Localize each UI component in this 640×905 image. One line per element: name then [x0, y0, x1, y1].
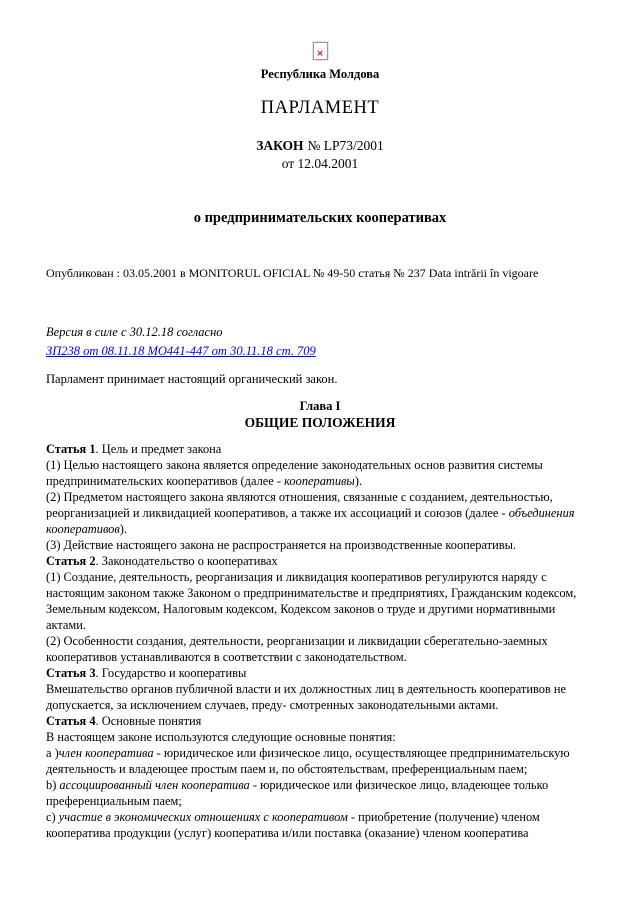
broken-image-icon — [313, 42, 328, 60]
amendment-link[interactable]: ЗП238 от 08.11.18 МО441-447 от 30.11.18 ст. 709 — [46, 344, 316, 358]
article-text-segment: (2) Предметом настоящего закона являются отношения, связанные с созданием, деятельностью, реорганизацией и ликвидацией кооперативов, а также их ассоциаций и союзов (далее - — [46, 490, 553, 520]
article-text-segment: . Цель и предмет закона — [95, 442, 222, 456]
article-paragraph — [46, 489, 594, 537]
article-text-segment: (2) Особенности создания, деятельности, реорганизации и ликвидации сберегательно-заемных кооперативов устанавливаются в соответствии с законодательством. — [46, 634, 548, 664]
article-paragraph — [46, 729, 594, 745]
article-text-segment: кооперативы — [284, 474, 355, 488]
enactment-line: Парламент принимает настоящий органический закон. — [46, 372, 338, 386]
article-text-segment: Вмешательство органов публичной власти и их должностных лиц в деятельность кооперативов не допускается, за исключением случаев, преду- смотренных законодательными актами. — [46, 682, 567, 712]
law-date: от 12.04.2001 — [281, 156, 359, 171]
article-text-segment: . Законодательство о кооперативах — [95, 554, 278, 568]
article-paragraph — [46, 713, 594, 729]
article-paragraph — [46, 569, 594, 633]
article-paragraph — [46, 537, 594, 553]
article-text-segment: ассоциированный член кооператива — [59, 778, 250, 792]
article-text-segment: - приобретение (получение) членом кооператива продукции (услуг) кооператива и/или поставка (оказание) членом кооператива — [46, 810, 540, 840]
article-paragraph — [46, 441, 594, 457]
article-text-segment: ). — [354, 474, 363, 488]
broken-image-x-glyph: × — [316, 49, 324, 59]
article-text-segment: (1) Создание, деятельность, реорганизация и ликвидация кооперативов регулируются наряду с настоящим законом также Законом о предпринимательстве и предприятиях, Гражданским кодексом, Земельным кодексом, Налоговым кодексом, Кодексом законов о труде и другими нормативными актами. — [46, 570, 577, 632]
article-text-segment: (3) Действие настоящего закона не распространяется на производственные кооперативы. — [46, 538, 516, 552]
article-text-segment: Статья 4 — [46, 714, 96, 728]
article-text-segment: (1) Целью настоящего закона является определение законодательных основ развития системы предпринимательских кооперативов (далее - — [46, 458, 543, 488]
article-paragraph — [46, 745, 594, 777]
publication-line: Опубликован : 03.05.2001 в MONITORUL OFICIAL № 49-50 статья № 237 Data intrării în vigoare — [46, 266, 539, 280]
articles-body — [46, 441, 594, 841]
chapter-number: Глава I — [299, 399, 341, 413]
article-text-segment: a ) — [46, 746, 59, 760]
article-text-segment: В настоящем законе используются следующие основные понятия: — [46, 730, 396, 744]
document-header — [46, 42, 594, 227]
article-text-segment: участие в экономических отношениях с кооперативом — [58, 810, 348, 824]
article-paragraph — [46, 681, 594, 713]
law-number-line — [46, 138, 594, 154]
article-paragraph — [46, 809, 594, 841]
article-text-segment: Статья 1 — [46, 442, 96, 456]
article-paragraph — [46, 553, 594, 569]
article-text-segment: Статья 2 — [46, 554, 96, 568]
article-paragraph — [46, 777, 594, 809]
article-text-segment: c) — [46, 810, 59, 824]
institution-title: ПАРЛАМЕНТ — [260, 98, 380, 118]
article-text-segment: объединения кооперативов — [46, 506, 575, 536]
article-text-segment: . Государство и кооперативы — [95, 666, 247, 680]
version-block — [46, 325, 594, 359]
article-text-segment: ). — [119, 522, 127, 536]
article-text-segment: . Основные понятия — [95, 714, 202, 728]
chapter-title: ОБЩИЕ ПОЛОЖЕНИЯ — [244, 415, 396, 430]
article-text-segment: b) — [46, 778, 60, 792]
article-paragraph — [46, 633, 594, 665]
law-title: о предпринимательских кооперативах — [193, 210, 447, 226]
law-number: № LP73/2001 — [307, 138, 384, 153]
country-name: Республика Молдова — [260, 67, 380, 81]
law-label: ЗАКОН — [256, 138, 304, 153]
article-text-segment: - юридическое или физическое лицо, осуществляющее предпринимательскую деятельность и владеющее простым паем и, по обстоятельствам, преференциальным паем; — [46, 746, 570, 776]
chapter-heading — [46, 399, 594, 431]
article-text-segment: член кооператива — [58, 746, 154, 760]
version-note: Версия в силе с 30.12.18 согласно — [46, 325, 223, 339]
article-text-segment: Статья 3 — [46, 666, 96, 680]
article-paragraph — [46, 457, 594, 489]
article-paragraph — [46, 665, 594, 681]
article-text-segment: - юридическое или физическое лицо, владеющее только преференциальным паем; — [46, 778, 549, 808]
